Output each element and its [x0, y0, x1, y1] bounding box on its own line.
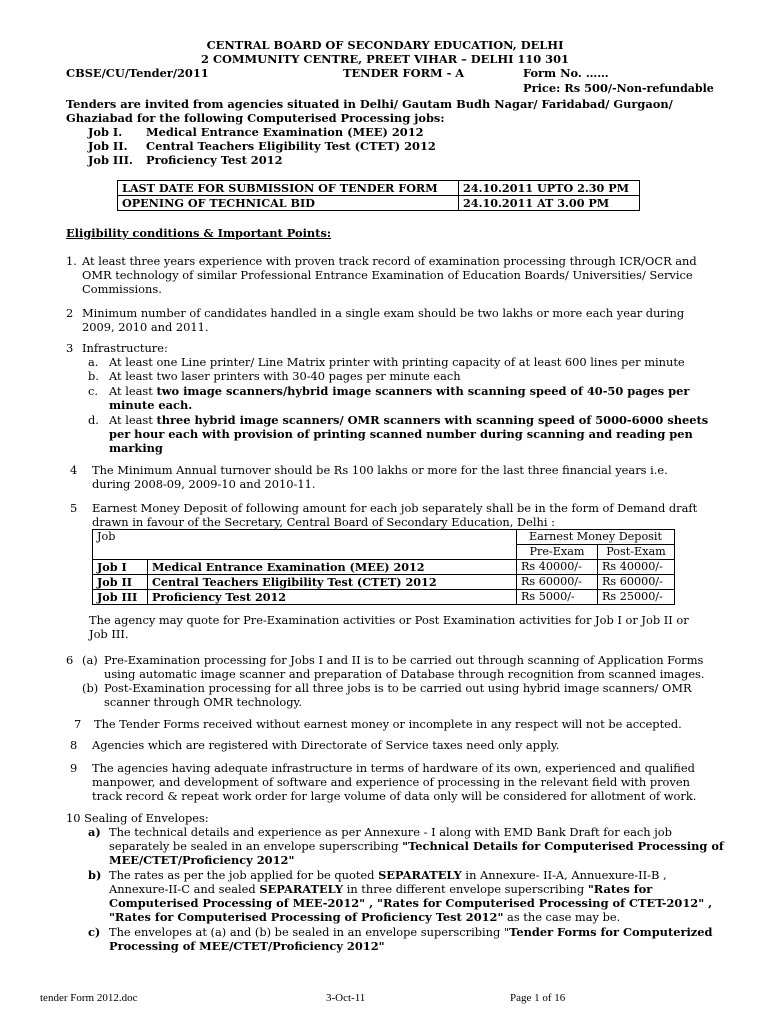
point-5-line-1: Earnest Money Deposit of following amount for each job separately shall be in the form of Demand draft	[92, 501, 698, 515]
point-9-number: 9	[70, 761, 78, 775]
dates-table	[117, 180, 640, 211]
org-address: 2 COMMUNITY CENTRE, PREET VIHAR – DELHI 110 301	[201, 52, 569, 66]
last-date-value: 24.10.2011 UPTO 2.30 PM	[459, 181, 640, 196]
point-10b-line-3: Computerised Processing of MEE-2012" , "Rates for Computerised Processing of CTET-2012" ,	[109, 896, 713, 910]
point-5-note-line-2: Job III.	[89, 627, 129, 641]
point-1-number: 1.	[66, 254, 77, 268]
point-10b2-bold: SEPARATELY	[259, 882, 344, 896]
point-9-line-3: track record & repeat work order for large volume of data only will be considered for allotment of work.	[92, 789, 697, 803]
footer-date: 3-Oct-11	[326, 992, 366, 1004]
point-7-number: 7	[74, 717, 82, 731]
point-3c-label: c.	[88, 384, 99, 398]
point-10-title: 10 Sealing of Envelopes:	[66, 811, 209, 825]
emd-pre-header: Pre-Exam	[517, 545, 598, 560]
table-row	[93, 560, 675, 575]
tender-reference: CBSE/CU/Tender/2011	[66, 66, 209, 80]
point-3a-text: At least one Line printer/ Line Matrix printer with printing capacity of at least 600 lines per minute	[109, 355, 685, 369]
eligibility-heading: Eligibility conditions & Important Points:	[66, 226, 332, 240]
emd-post-value: Rs 25000/-	[598, 590, 675, 605]
point-1-line-3: Commissions.	[82, 282, 162, 296]
form-number: Form No. ……	[523, 66, 609, 80]
point-6b-line-2: scanner through OMR technology.	[104, 695, 303, 709]
table-row	[93, 590, 675, 605]
job-2-name: Central Teachers Eligibility Test (CTET) 2012	[146, 139, 436, 153]
point-7-text: The Tender Forms received without earnest money or incomplete in any respect will not be accepted.	[94, 717, 682, 731]
point-10b-line-2	[109, 882, 652, 896]
point-1-line-2: OMR technology of similar Professional Entrance Examination of Education Boards/ Universities/ Service	[82, 268, 693, 282]
point-10b-prefix: The rates as per the job applied for be quoted	[109, 868, 379, 882]
table-row	[118, 181, 640, 196]
job-2-num: Job II.	[88, 139, 128, 153]
point-2-number: 2	[66, 306, 74, 320]
point-10b4-suffix: as the case may be.	[503, 910, 621, 924]
point-10b2-mid: in three different envelope superscribing	[343, 882, 588, 896]
price-label: Price: Rs 500/	[523, 81, 613, 95]
emd-job-name: Proficiency Test 2012	[148, 590, 517, 605]
point-8-text: Agencies which are registered with Directorate of Service taxes need only apply.	[92, 738, 560, 752]
point-9-line-1: The agencies having adequate infrastructure in terms of hardware of its own, experienced and qualified	[92, 761, 695, 775]
point-6a-label: (a)	[82, 653, 98, 667]
intro-line-2: Ghaziabad for the following Computerised Processing jobs:	[66, 111, 445, 125]
point-6a-line-1: Pre-Examination processing for Jobs I and II is to be carried out through scanning of Application Forms	[104, 653, 704, 667]
emd-job-id: Job II	[93, 575, 148, 590]
table-row	[118, 196, 640, 211]
emd-pre-value: Rs 5000/-	[517, 590, 598, 605]
point-3c-line-1	[109, 384, 689, 398]
emd-pre-value: Rs 60000/-	[517, 575, 598, 590]
point-10b-suffix: in Annexure- II-A, Annuexure-II-B ,	[461, 868, 667, 882]
org-name: CENTRAL BOARD OF SECONDARY EDUCATION, DELHI	[206, 38, 564, 52]
emd-table	[92, 529, 675, 605]
point-2-line-2: 2009, 2010 and 2011.	[82, 320, 209, 334]
point-6-number: 6	[66, 653, 74, 667]
point-10a-prefix: separately be sealed in an envelope superscribing	[109, 839, 403, 853]
point-5-number: 5	[70, 501, 78, 515]
point-6a-line-2: using automatic image scanner and preparation of Database through recognition from scanned images.	[104, 667, 705, 681]
point-3d-prefix: At least	[109, 413, 157, 427]
point-10b-line-4	[109, 910, 620, 924]
emd-post-value: Rs 40000/-	[598, 560, 675, 575]
point-10a-bold: "Technical Details for Computerised Processing of	[402, 839, 724, 853]
point-3c-line-2: minute each.	[109, 398, 193, 412]
point-9-line-2: manpower, and development of software and experience of processing in the relevant field with proven	[92, 775, 690, 789]
job-1-num: Job I.	[88, 125, 123, 139]
emd-job-header: Job	[93, 530, 517, 560]
point-1-line-1: At least three years experience with proven track record of examination processing through ICR/OCR and	[82, 254, 697, 268]
point-8-number: 8	[70, 738, 78, 752]
point-3d-line-2: per hour each with provision of printing scanned number during scanning and reading pen	[109, 427, 693, 441]
point-10a-line-1: The technical details and experience as per Annexure - I along with EMD Bank Draft for each job	[109, 825, 672, 839]
opening-value: 24.10.2011 AT 3.00 PM	[459, 196, 640, 211]
point-5-note-line-1: The agency may quote for Pre-Examination activities or Post Examination activities for Job I or Job II or	[89, 613, 689, 627]
price-note: -Non-refundable	[612, 82, 714, 95]
job-3-num: Job III.	[88, 153, 133, 167]
table-row	[93, 575, 675, 590]
point-10b4-bold: "Rates for Computerised Processing of Proficiency Test 2012"	[109, 910, 504, 924]
emd-post-header: Post-Exam	[598, 545, 675, 560]
point-5-line-2: drawn in favour of the Secretary, Central Board of Secondary Education, Delhi :	[92, 515, 555, 529]
point-6b-line-1: Post-Examination processing for all three jobs is to be carried out using hybrid image scanners/ OMR	[104, 681, 692, 695]
point-10a-label: a)	[88, 825, 101, 839]
point-10b2-prefix: Annexure-II-C and sealed	[109, 882, 260, 896]
footer-page-number: Page 1 of 16	[510, 992, 566, 1004]
emd-job-id: Job III	[93, 590, 148, 605]
point-2-line-1: Minimum number of candidates handled in a single exam should be two lakhs or more each year during	[82, 306, 685, 320]
price	[523, 81, 714, 96]
point-10b-line-1	[109, 868, 667, 882]
point-3a-label: a.	[88, 355, 99, 369]
point-3c-prefix: At least	[109, 384, 157, 398]
opening-label: OPENING OF TECHNICAL BID	[118, 196, 459, 211]
point-3b-text: At least two laser printers with 30-40 pages per minute each	[109, 369, 461, 383]
point-3d-line-3: marking	[109, 441, 163, 455]
point-10c-line-1	[109, 925, 712, 939]
point-4-line-2: during 2008-09, 2009-10 and 2010-11.	[92, 477, 316, 491]
point-3d-line-1	[109, 413, 708, 427]
emd-pre-value: Rs 40000/-	[517, 560, 598, 575]
last-date-label: LAST DATE FOR SUBMISSION OF TENDER FORM	[118, 181, 459, 196]
point-3b-label: b.	[88, 369, 99, 383]
point-10a-line-2	[109, 839, 724, 853]
point-6b-label: (b)	[82, 681, 99, 695]
job-3-name: Proficiency Test 2012	[146, 153, 283, 167]
table-row	[93, 530, 675, 545]
point-10c-line-2: Processing of MEE/CTET/Proficiency 2012"	[109, 939, 385, 953]
form-title: TENDER FORM - A	[343, 66, 465, 80]
point-10b-label: b)	[88, 868, 102, 882]
emd-job-name: Medical Entrance Examination (MEE) 2012	[148, 560, 517, 575]
point-3c-bold: two image scanners/hybrid image scanners with scanning speed of 40-50 pages per	[156, 384, 690, 398]
emd-post-value: Rs 60000/-	[598, 575, 675, 590]
point-4-line-1: The Minimum Annual turnover should be Rs 100 lakhs or more for the last three financial years i.e.	[92, 463, 668, 477]
footer-filename: tender Form 2012.doc	[40, 992, 138, 1004]
emd-header: Earnest Money Deposit	[517, 530, 675, 545]
point-10a-line-3: MEE/CTET/Proficiency 2012"	[109, 853, 295, 867]
point-3-number: 3	[66, 341, 74, 355]
point-3d-label: d.	[88, 413, 99, 427]
point-4-number: 4	[70, 463, 78, 477]
point-3d-bold: three hybrid image scanners/ OMR scanners with scanning speed of 5000-6000 sheets	[156, 413, 709, 427]
emd-job-id: Job I	[93, 560, 148, 575]
point-10b-bold: SEPARATELY	[378, 868, 462, 882]
point-10c-bold: Tender Forms for Computerized	[509, 925, 713, 939]
emd-job-name: Central Teachers Eligibility Test (CTET) 2012	[148, 575, 517, 590]
point-10c-prefix: The envelopes at (a) and (b) be sealed in an envelope superscribing "	[109, 925, 510, 939]
intro-line-1: Tenders are invited from agencies situated in Delhi/ Gautam Budh Nagar/ Faridabad/ Gurgaon/	[66, 97, 673, 111]
job-1-name: Medical Entrance Examination (MEE) 2012	[146, 125, 424, 139]
point-10c-label: c)	[88, 925, 101, 939]
point-10b2-bold-2: "Rates for	[587, 882, 653, 896]
point-3-title: Infrastructure:	[82, 341, 168, 355]
